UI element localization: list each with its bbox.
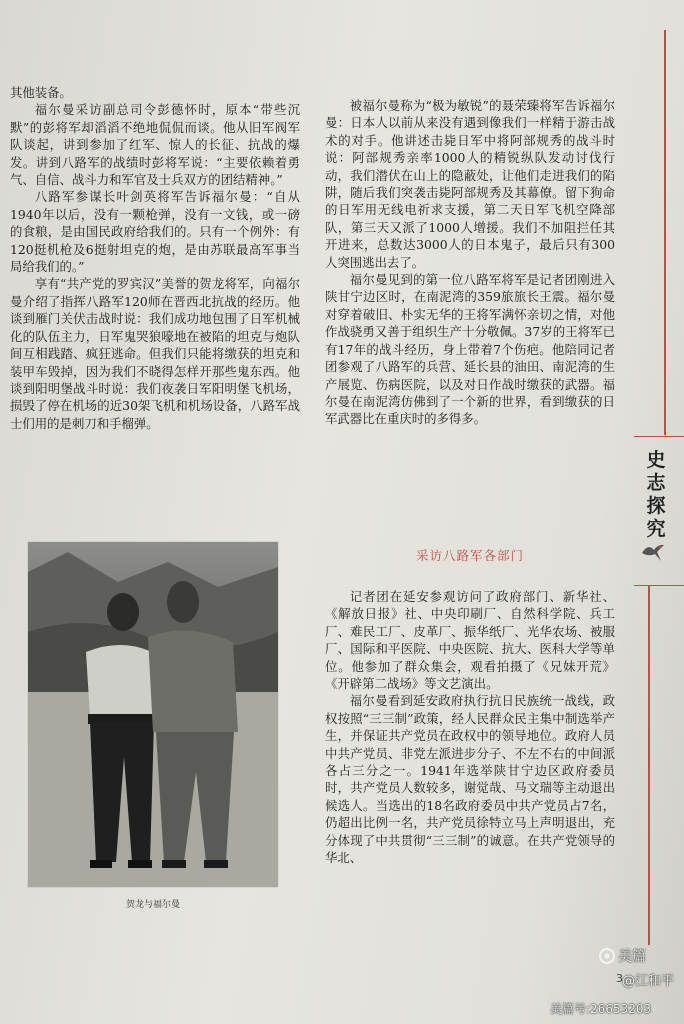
paragraph: 记者团在延安参观访问了政府部门、新华社、《解放日报》社、中央印刷厂、自然科学院、兵工厂、难民工厂、皮革厂、振华纸厂、光华农场、被服厂、国际和平医院、中央医院、抗大、医科大学等单位。他参加了群众集会，观看拍摄了《兄妹开荒》《开辟第二战场》等文艺演出。 xyxy=(325,589,615,692)
red-margin-line xyxy=(664,30,666,435)
watermark-id: 美篇号:26653203 xyxy=(550,1002,652,1016)
paragraph: 福尔曼采访副总司令彭德怀时，原本“带些沉默”的彭将军却滔滔不绝地侃侃而谈。他从旧军阀军队谈起，讲到参加了红军、惊人的长征、抗战的爆发。讲到八路军的战绩时彭将军说：“主要依赖着勇气、自信、战斗力和军官及士兵双方的团结精神。” xyxy=(10,102,300,188)
meipian-logo-icon xyxy=(598,947,616,965)
paragraph: 八路军参谋长叶剑英将军告诉福尔曼：“自从1940年以后，没有一颗枪弹，没有一文钱，或一磅的食粮，是由国民政府给我们的。只有一个例外：有120挺机枪及6挺射坦克的炮，是由苏联最高军事当局给我们的。” xyxy=(10,189,300,275)
paragraph: 被福尔曼称为“极为敏锐”的聂荣臻将军告诉福尔曼：日本人以前从来没有遇到像我们一样精于游击战术的对手。他讲述击毙日军中将阿部规秀的战斗时说：阿部规秀亲率1000人的精锐纵队发动讨伐行动，我们潜伏在山上的隐蔽处，让他们走进我们的陷阱，随后我们突袭击毙阿部规秀及其幕僚。留下狗命的日军用无线电祈求支援，第二天日军飞机空降部队，第三天又派了1000人增援。我们不加阻拦任其开进来，总数达3000人的日本鬼子，最后只有300人突围逃出去了。 xyxy=(325,98,615,270)
right-text-column-bottom xyxy=(325,588,615,867)
left-text-column xyxy=(10,84,300,432)
section-heading: 采访八路军各部门 xyxy=(415,548,524,563)
page-number: 3 xyxy=(616,972,623,985)
paragraph: 享有“共产党的罗宾汉”美誉的贺龙将军，向福尔曼介绍了指挥八路军120师在晋西北抗战的经历。他谈到雁门关伏击战时说：我们成功地包围了日军机械化的队伍主力，日军鬼哭狼嚎地在被陷的坦克与炮队间互相践踏、疯狂逃命。但我们只能将缴获的坦克和装甲车毁掉，因为我们不晓得怎样开那些鬼东西。他谈到阳明堡战斗时说：我们夜袭日军阳明堡飞机场，损毁了停在机场的近30架飞机和机场设备，八路军战士们用的是刺刀和手榴弹。 xyxy=(10,276,300,431)
paragraph: 福尔曼见到的第一位八路军将军是记者团刚进入陕甘宁边区时，在南泥湾的359旅旅长王震。福尔曼对穿着破旧、朴实无华的王将军满怀亲切之情，对他作战骁勇又善于组织生产十分敬佩。37岁的王将军已有17年的战斗经历，身上带着7个伤疤。他陪同记者团参观了八路军的兵营、延长县的油田、南泥湾的生产展览、伤病医院，以及对日作战时缴获的武器。福尔曼在南泥湾仿佛到了一个新的世界，看到缴获的日军武器比在重庆时的多得多。 xyxy=(325,272,615,427)
paragraph: 其他装备。 xyxy=(10,85,72,100)
right-text-column-top xyxy=(325,97,615,428)
red-margin-line xyxy=(648,585,650,945)
photo-two-men-icon xyxy=(28,542,278,887)
historical-photo xyxy=(28,542,278,887)
side-tab-label: 史志探究 xyxy=(646,449,666,540)
paragraph: 福尔曼看到延安政府执行抗日民族统一战线，政权按照“三三制”政策，经人民群众民主集中制选举产生，并保证共产党员在政权中的领导地位。政府人员中共产党员、非党左派进步分子、不左不右的中间派各占三分之一。1941年选举陕甘宁边区政府委员时，共产党员人数较多，谢觉哉、马文瑞等主动退出候选人。当选出的18名政府委员中共产党员占7名，仍超出比例一名，共产党员徐特立马上声明退出，充分体现了中共贯彻“三三制”的诚意。在共产党领导的华北、 xyxy=(325,693,615,866)
photo-caption: 贺龙与福尔曼 xyxy=(125,900,180,910)
crane-emblem-icon xyxy=(640,541,666,563)
watermark-user: @江和平 xyxy=(622,974,675,989)
section-side-tab xyxy=(634,436,684,586)
watermark-brand: 美篇 xyxy=(618,949,646,965)
